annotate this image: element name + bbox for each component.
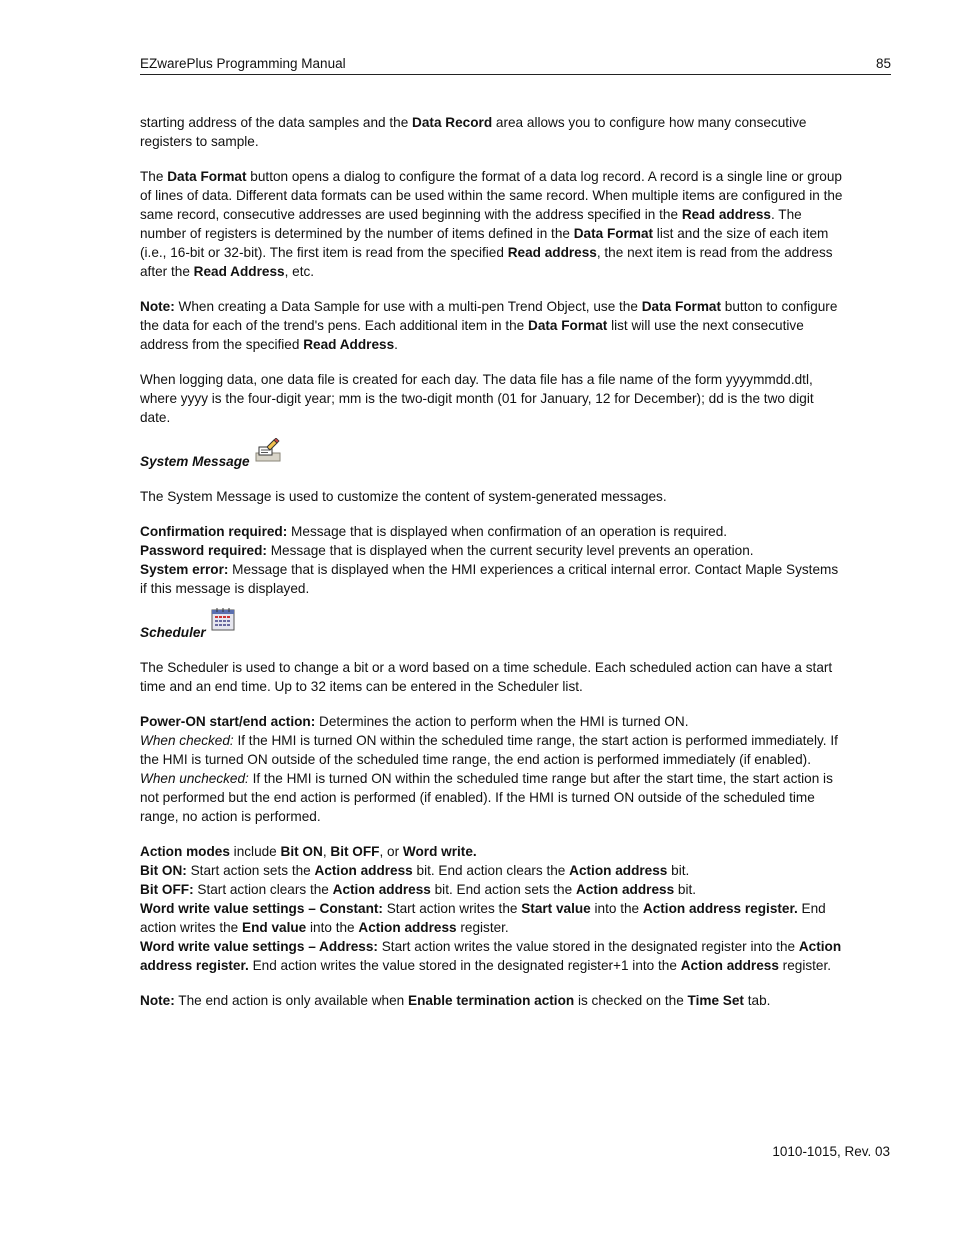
system-message-definitions: Confirmation required: Message that is displayed when confirmation of an operation is required. Password required: Message that is displayed when the current security level prevents an operation. System error: Message that is displayed when the HMI experiences a critical internal error. Contact Maple Systems if this message is displayed.	[140, 524, 839, 596]
paragraph-data-format: The Data Format button opens a dialog to configure the format of a data log record. A record is a single line or group of lines of data. Different data formats can be used within the same record. When multiple items are configured in the same record, consecutive addresses are used beginning with the address specified in the Read address. The number of registers is determined by the number of items defined in the Data Format list and the size of each item (i.e., 16-bit or 32-bit). The first item is read from the specified Read address, the next item is read from the address after the Read Address, etc.	[140, 169, 843, 279]
calendar-icon	[211, 607, 237, 638]
note-trend-object: Note: When creating a Data Sample for use with a multi-pen Trend Object, use the Data Format button to configure the data for each of the trend's pens. Each additional item in the Data Format list will use the next consecutive address from the specified Read Address.	[140, 299, 838, 352]
section-heading-scheduler: Scheduler	[140, 614, 845, 642]
system-message-intro: The System Message is used to customize the content of system-generated messages.	[140, 489, 667, 504]
paragraph-data-file: When logging data, one data file is created for each day. The data file has a file name of the form yyyymmdd.dtl, where yyyy is the four-digit year; mm is the two-digit month (01 for January, 12 for December); dd is the two digit date.	[140, 372, 814, 425]
page-footer: 1010-1015, Rev. 03	[772, 1144, 890, 1159]
manual-title: EZwarePlus Programming Manual	[140, 56, 346, 71]
page-number: 85	[875, 56, 891, 71]
action-modes: Action modes include Bit ON, Bit OFF, or Word write. Bit ON: Start action sets the Action address bit. End action clears the Action address bit. Bit OFF: Start action clears the Action address bit. End action sets the Action address bit. Word write value settings – Constant: Start action writes the Start value into the Action address register. End action writes the End value into the Action address register. Word write value settings – Address: Start action writes the value stored in the designated register into the Action address register. End action writes the value stored in the designated register+1 into the Action address register.	[140, 844, 842, 973]
section-heading-system-message: System Message	[140, 443, 845, 471]
note-end-action: Note: The end action is only available when Enable termination action is checked on the Time Set tab.	[140, 993, 771, 1008]
page-header	[140, 56, 891, 75]
scheduler-intro: The Scheduler is used to change a bit or a word based on a time schedule. Each scheduled action can have a start time and an end time. Up to 32 items can be entered in the Scheduler list.	[140, 660, 833, 694]
power-on-action: Power-ON start/end action: Determines the action to perform when the HMI is turned ON. When checked: If the HMI is turned ON within the scheduled time range, the start action is performed immediately. If the HMI is turned ON outside of the scheduled time range, the end action is performed immediately (if enabled). When unchecked: If the HMI is turned ON within the scheduled time range but after the start time, the start action is not performed but the end action is performed (if enabled). If the HMI is turned ON outside of the scheduled time range, no action is performed.	[140, 714, 838, 824]
paragraph-data-record: starting address of the data samples and the Data Record area allows you to configure how many consecutive registers to sample.	[140, 115, 807, 149]
system-message-icon	[255, 438, 281, 467]
page-body	[140, 113, 845, 1026]
